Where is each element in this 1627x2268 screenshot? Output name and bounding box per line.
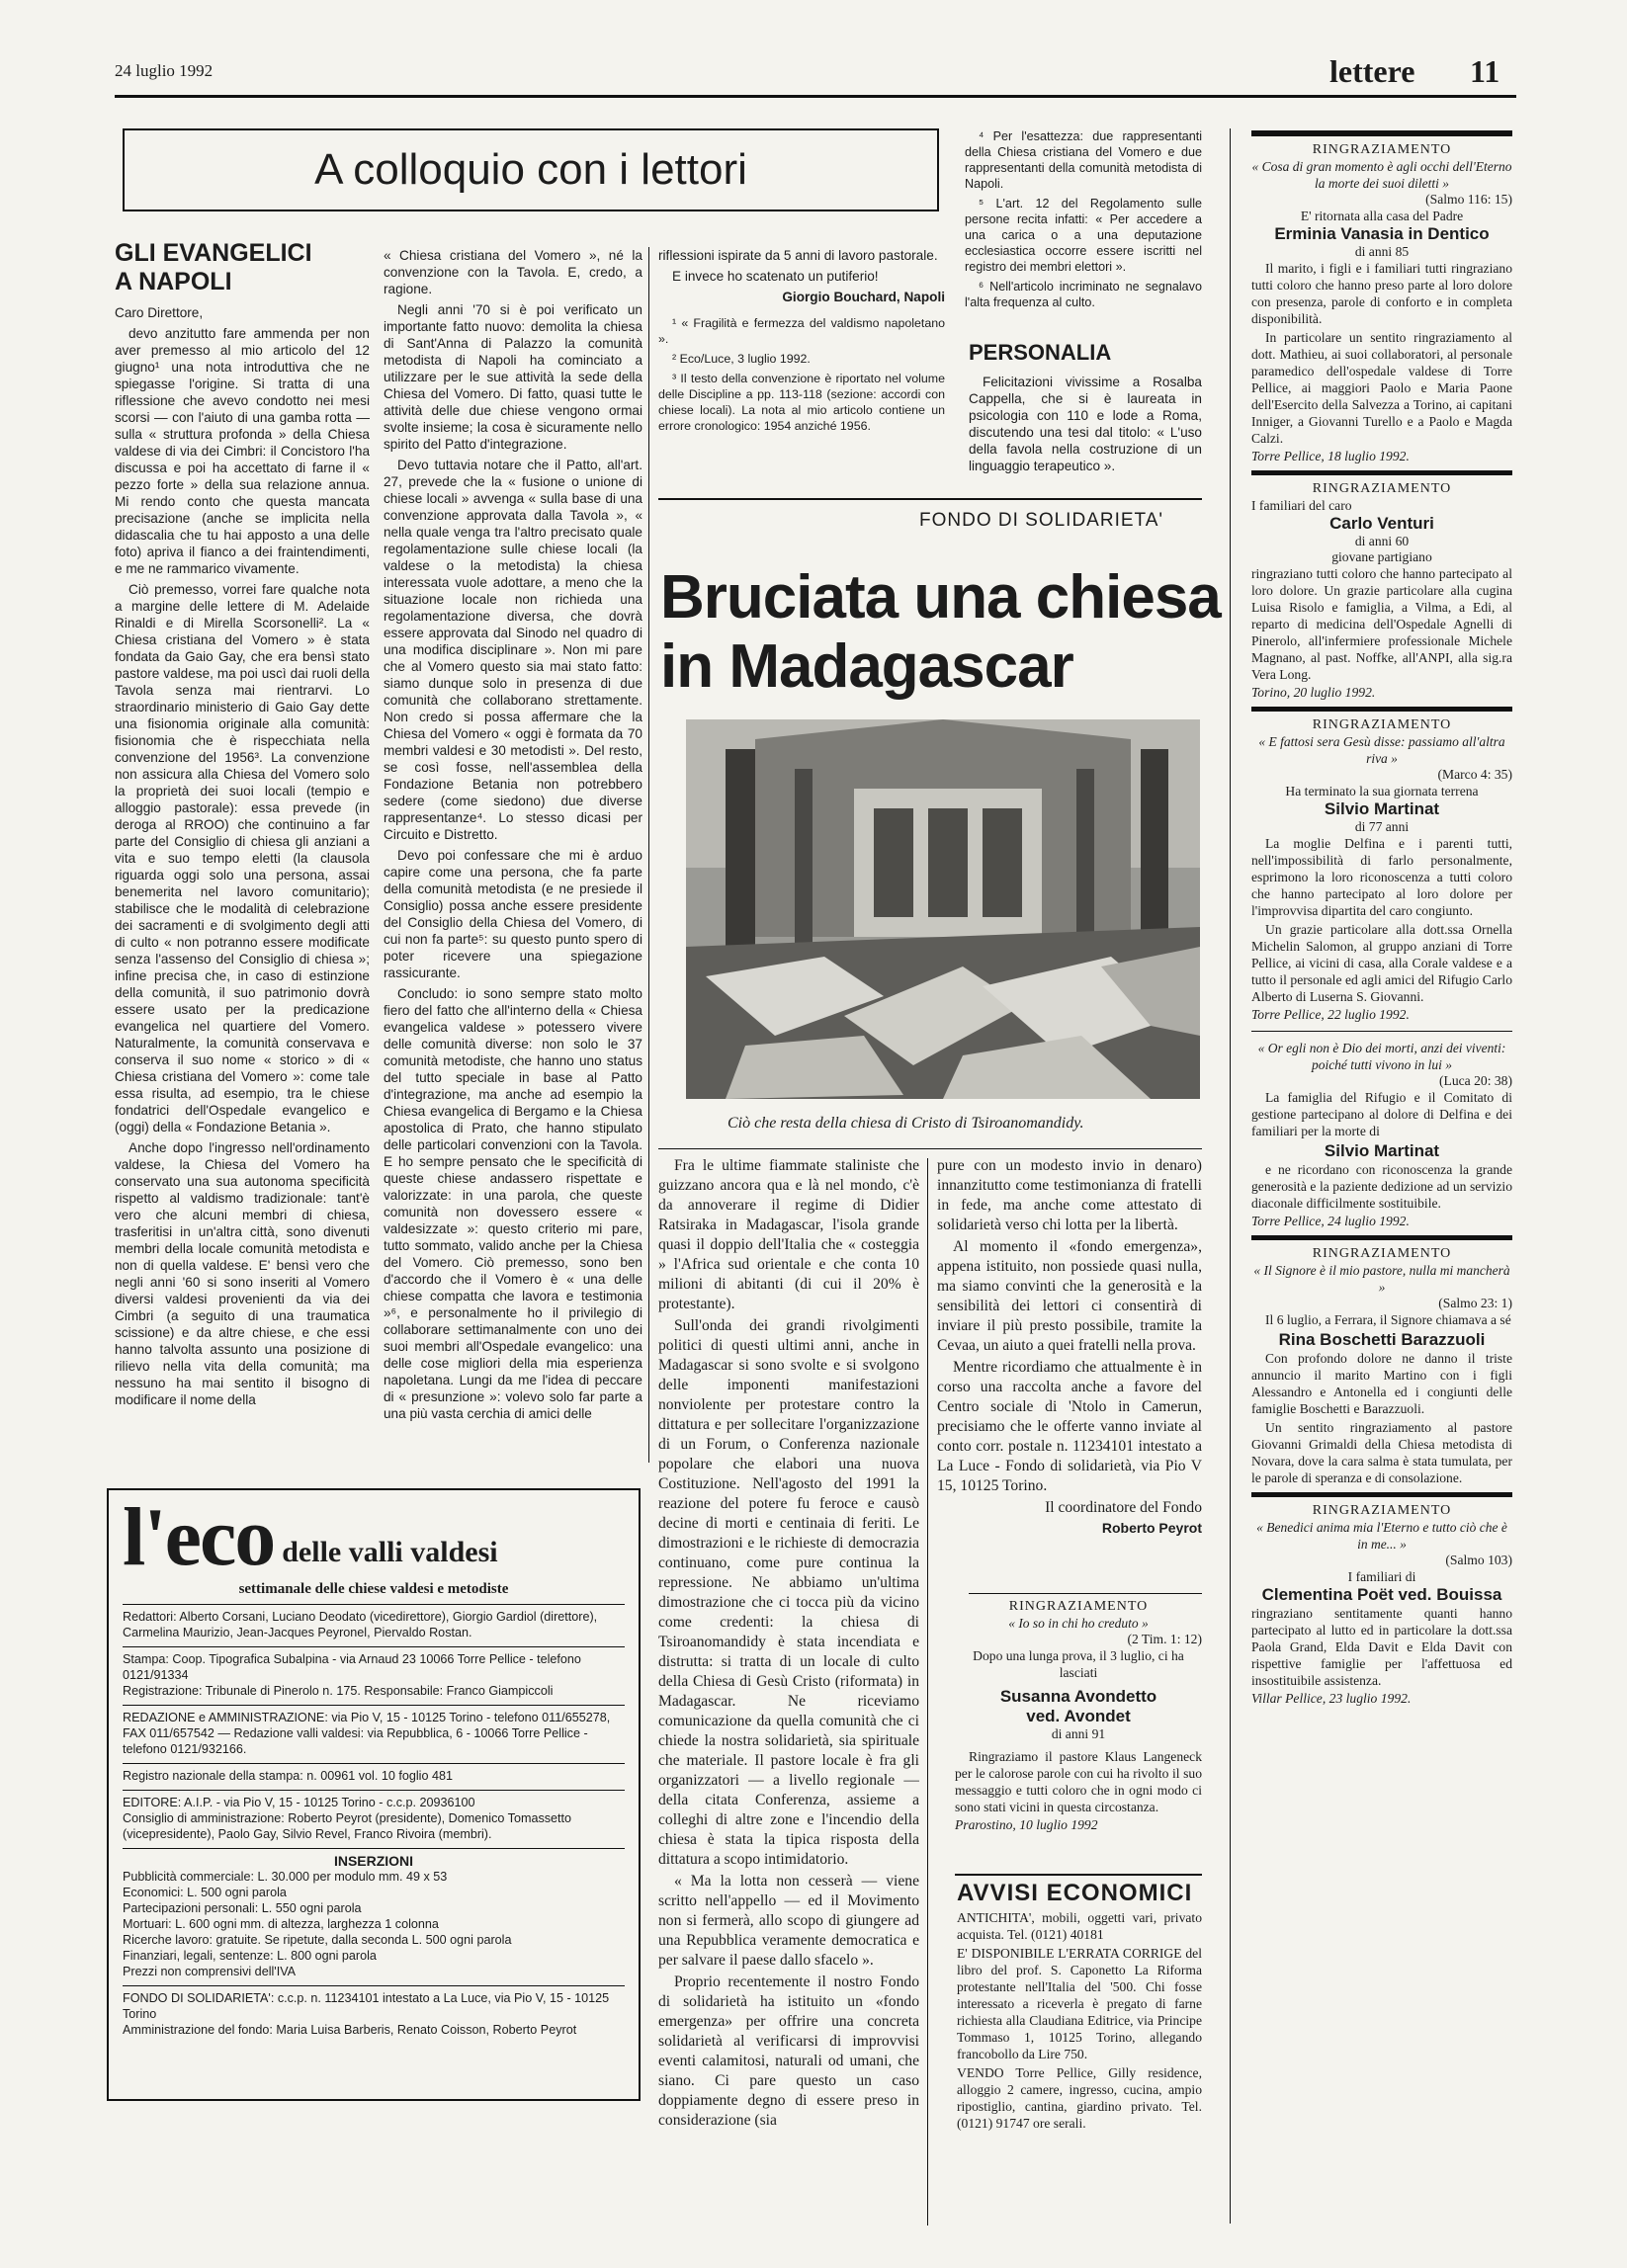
footnote: ¹ « Fragilità e fermezza del valdismo napoletano ». [658,316,945,346]
letter-headline: GLI EVANGELICI A NAPOLI [115,239,312,295]
ringraziamento-martinat: RINGRAZIAMENTO « E fattosi sera Gesù disse: passiamo all'altra riva » (Marco 4: 35) Ha terminato la sua giornata terrena Silvio Martinat di 77 anni La moglie Delfina e i parenti tutti, nell'impossibilità di farlo personalmente, esprimono la loro riconoscenza a tutti coloro che hanno partecipato al loro dolore per l'improvvisa dipartita del caro congiunto. Un grazie particolare alla dott.ssa Ornella Michelin Salomon, al gruppo anziani di Torre Pellice, ai vicini di casa, alla Corale valdese e a tutto il personale ed agli amici del Rifugio Carlo Alberto di Luserna S. Giovanni. Torre Pellice, 22 luglio 1992. [1251,717,1512,1022]
fondo-column-1: Fra le ultime fiammate staliniste che guizzano ancora qua e là nel mondo, c'è da annoverare il regime di Didier Ratsiraka in Madagascar, l'isola grande quasi il doppio dell'Italia che « costeggia » l'Africa sud orientale e che conta 10 milioni di abitanti (di cui il 20% è protestante). Sull'onda dei grandi rivolgimenti politici di questi ultimi anni, anche in Madagascar si sono svolte e si svolgono delle imponenti manifestazioni nonviolente per protestare contro la dittatura e per sollecitare l'organizzazione di un Forum, o Conferenza nazionale popolare che elabori una nuova Costituzione. Nell'agosto del 1991 la reazione del potere fu feroce e causò decine di morti e centinaia di feriti. Le dimostrazioni e le richieste di democrazia continuano, come pure continua la repressione. Ne abbiamo un'ultima dimostrazione che ci tocca più da vicino come credenti: la chiesa di Tsiroanomandidy è stata incendiata e distrutta: si tratta di un locale di culto della Chiesa di Gesù Cristo (riformata) in Madagascar. Ne riceviamo comunicazione da quella comunità che ci chiede la nostra solidarietà, sia spirituale che materiale. Il pastore locale è fra gli organizzatori — a livello regionale — della citata Conferenza, assieme a colleghi di altre zone e l'incendio della chiesa è stata la tipica risposta della dittatura a scopo intimidatorio. « Ma la lotta non cesserà — viene scritto nell'appello — ed il Movimento non si fermerà, allo scopo di giungere ad una Repubblica veramente democratica e per salvare il paese dallo sfacelo ». Proprio recentemente il nostro Fondo di solidarietà ha istituito un «fondo emergenza» per offrire una concreta solidarietà al verificarsi di improvvisi eventi calamitosi, naturali od umani, che siano. Ci pare questo un caso doppiamente degno di essere preso in considerazione (sia [658,1157,919,2129]
letter-column-1: Caro Direttore, devo anzitutto fare ammenda per non aver premesso al mio articolo del 12 giugno¹ una nota introduttiva che ne spiegasse l'origine. Si tratta di una riflessione che avevo condotto nei mesi scorsi — con l'aiuto di una gamba rotta — sulla « struttura profonda » della Chiesa valdese di via dei Cimbri: il Concistoro l'ha discussa e poi ha accettato di farne il « pezzo forte » della sua relazione annua. Mi rendo conto che questa mancata precisazione (anche se implicita nella didascalia che tu hai apposto a una delle foto) apriva il fianco a dei fraintendimenti, e me ne rammarico vivamente. Ciò premesso, vorrei fare qualche nota a margine delle lettere di M. Adelaide Rinaldi e di Mirella Scorsonelli². La « Chiesa cristiana del Vomero » è stata fondata da Gaio Gay, che era bensì stato pastore valdese, ma poi uscì dai ruoli della Tavola senza mai rientrarvi. Lo straordinario ministerio di Gaio Gay dette una fisionomia originale alla comunità: fisionomia che è rispecchiata nella convenzione del 1956³. La convenzione non assicura alla Chiesa del Vomero solo la proprietà dei suoi locali (tempio e alloggio pastorale): essa prevede (in deroga al RROO) che continuino a far parte del Consiglio di chiesa gli anziani a vita e suo tempo eletti (la clausola riguarda oggi solo una persona, assai benemerita nel lavoro comunitario); stabilisce che le modalità di celebrazione dei sacramenti e di svolgimento degli atti di culto « non potranno essere modificate senza l'assenso del Consiglio di chiesa »; infine precisa che, in caso di estinzione della comunità, il suo patrimonio dovrà essere usato per la predicazione evangelica nel quartiere del Vomero. Naturalmente, la comunità conservava e conserva il suo nome « storico » di « Chiesa cristiana del Vomero »: come tale essa risulta, ad esempio, tra le chiese fondatrici dell'Ospedale evangelico e (oggi) della « Fondazione Betania ». Anche dopo l'ingresso nell'ordinamento valdese, la Chiesa del Vomero ha conservato una sua autonoma specificità rispetto al valdismo tradizionale: tant'è vero che alcuni membri di chiesa, trasferitisi in un'altra città, sono divenuti membri della locale comunità metodista e non di quella valdese. E' bensì vero che negli anni '60 si sono inseriti al Vomero diversi valdesi provenienti da via dei Cimbri (a seguito di una traumatica scissione) e da altre chiese, e che essi hanno talvolta assunto una posizione di rilievo nella vita della comunità; ma nessuno ha mai sentito il bisogno di modificare il nome della [115,305,370,1407]
photo-caption: Ciò che resta della chiesa di Cristo di Tsiroanomandidy. [728,1115,1084,1132]
fondo-kicker: FONDO DI SOLIDARIETA' [919,510,1164,531]
fondo-column-2: pure con un modesto invio in denaro) innanzitutto come testimonianza di fratelli in fede, ma anche come attestato di solidarietà verso chi lotta per la libertà. Al momento il «fondo emergenza», appena istituito, non possiede quasi nulla, ma siamo convinti che la generosità e la sensibilità dei lettori ci consentirà di inviare il più presto possibile, tramite la Cevaa, un aiuto a quei fratelli nella prova. Mentre ricordiamo che attualmente è in corso una raccolta anche a favore del Centro sociale di 'Ntolo in Camerun, precisiamo che le offerte vanno inviate al conto corr. postale n. 11234101 intestato a La Luce - Fondo di solidarietà, via Pio V 15, 10125 Torino. Il coordinatore del Fondo Roberto Peyrot [937,1157,1202,1536]
footnote: ³ Il testo della convenzione è riportato nel volume delle Discipline a pp. 113-118 (sezione: accordi con chiese locali). La nota al mio articolo contiene un errore cronologico: 1954 anziché 1956. [658,372,945,433]
colloquio-banner [123,128,939,211]
personalia-heading: PERSONALIA [969,340,1112,365]
ringraziamento-venturi: RINGRAZIAMENTO I familiari del caro Carlo Venturi di anni 60 giovane partigiano ringraziano tutti coloro che hanno partecipato al loro dolore. Un grazie particolare alla cugina Luisa Risolo e famiglia, a Vilma, a Edi, al reparto di medicina dell'Ospedale Agnelli di Pinerolo, all'infermiere professionale Michele Magnano, al past. Noffke, all'ANPI, alla sig.ra Vera Long. Torino, 20 luglio 1992. [1251,481,1512,700]
fondo-signoff: Il coordinatore del Fondo [1045,1499,1202,1516]
ringraziamento-vanasia: RINGRAZIAMENTO « Cosa di gran momento è agli occhi dell'Eterno la morte dei suoi diletti » (Salmo 116: 15) E' ritornata alla casa del Padre Erminia Vanasia in Dentico di anni 85 Il marito, i figli e i familiari tutti ringraziano tutti coloro che hanno preso parte al loro dolore con presenza, parole di conforto e in completa disponibilità. In particolare un sentito ringraziamento al dott. Mathieu, ai suoi collaboratori, al personale paramedico dell'ospedale valdese di Torre Pellice, ai maggiori Paolo e Maria Paone dell'Esercito della Salvezza a Torino, ai capitani Inniger, a Giovanni Turello e a Paolo e Magda Calzi. Torre Pellice, 18 luglio 1992. [1251,142,1512,463]
partecipazione-martinat: « Or egli non è Dio dei morti, anzi dei viventi: poiché tutti vivono in lui » (Luca 20: 38) La famiglia del Rifugio e il Comitato di gestione partecipano al dolore di Delfina e dei familiari per la morte di Silvio Martinat e ne ricordano con riconoscenza la grande generosità e la paziente dedizione ad un servizio diaconale difficilmente sostituibile. Torre Pellice, 24 luglio 1992. [1251,1041,1512,1228]
fondo-signoff-name: Roberto Peyrot [1101,1520,1202,1536]
page-number: 11 [1470,53,1500,89]
colloquio-title: A colloquio con i lettori [314,145,747,194]
personalia-text: Felicitazioni vivissime a Rosalba Cappella, che si è laureata in psicologia con 110 e lode a Roma, discutendo una tesi dal titolo: « L'uso della favola nella costruzione di un linguaggio terapeutico ». [969,375,1202,473]
masthead-box: l'eco delle valli valdesi settimanale delle chiese valdesi e metodiste Redattori: Alberto Corsani, Luciano Deodato (vicedirettore), Giorgio Gardiol (direttore), Carmelina Maurizio, Jean-Jacques Peyronel, Piervaldo Rostan. Stampa: Coop. Tipografica Subalpina - via Arnaud 23 10066 Torre Pellice - telefono 0121/91334 Registrazione: Tribunale di Pinerolo n. 175. Responsabile: Franco Giampiccoli REDAZIONE e AMMINISTRAZIONE: via Pio V, 15 - 10125 Torino - telefono 011/655278, FAX 011/657542 — Redazione valli valdesi: via Repubblica, 6 - 10066 Torre Pellice - telefono 0121/932166. Registro nazionale della stampa: n. 00961 vol. 10 foglio 481 EDITORE: A.I.P. - via Pio V, 15 - 10125 Torino - c.c.p. 20936100 Consiglio di amministrazione: Roberto Peyrot (presidente), Domenico Tomassetto (vicepresidente), Paolo Gay, Silvio Revel, Franco Rivoira (membri). INSERZIONI Pubblicità commerciale: L. 30.000 per modulo mm. 49 x 53 Economici: L. 500 ogni parola Partecipazioni personali: L. 550 ogni parola Mortuari: L. 600 ogni mm. di altezza, larghezza 1 colonna Ricerche lavoro: gratuite. Se ripetute, dalla seconda L. 500 ogni parola Finanziari, legali, sentenze: L. 800 ogni parola Prezzi non comprensivi dell'IVA FONDO DI SOLIDARIETA': c.c.p. n. 11234101 intestato a La Luce, via Pio V, 15 - 10125 Torino Amministrazione del fondo: Maria Luisa Barberis, Renato Coisson, Roberto Peyrot [107,1488,641,2101]
page-date: 24 luglio 1992 [115,61,214,80]
avvisi-heading: AVVISI ECONOMICI [957,1880,1193,1906]
masthead-tagline: settimanale delle chiese valdesi e metodiste [238,1581,509,1597]
ringraziamento-avondetto: RINGRAZIAMENTO « Io so in chi ho creduto » (2 Tim. 1: 12) Dopo una lunga prova, il 3 luglio, ci ha lasciati Susanna Avondetto ved. Avondet di anni 91 Ringraziamo il pastore Klaus Langeneck per le calorose parole con cui ha rivolto il suo messaggio e tutti coloro che in ogni modo ci sono stati vicini in questa circostanza. Prarostino, 10 luglio 1992 [955,1599,1202,1832]
avvisi-text: ANTICHITA', mobili, oggetti vari, privato acquista. Tel. (0121) 40181 E' DISPONIBILE L'ERRATA CORRIGE del libro del prof. S. Caponetto La Riforma protestante nell'Italia del '500. Chi fosse interessato a riceverla è pregato di farne richiesta alla Claudiana Editrice, via Principe Tommaso 1, 10125 Torino, allegando francobollo da Lire 750. VENDO Torre Pellice, Gilly residence, alloggio 2 camere, ingresso, cucina, ampio ripostiglio, cantina, giardino privato. Tel. (0121) 91747 ore serali. [957,1910,1202,2131]
right-obituary-column [1251,130,1512,1707]
masthead-logo: l'eco [123,1491,275,1583]
ringraziamento-boschetti: RINGRAZIAMENTO « Il Signore è il mio pastore, nulla mi mancherà » (Salmo 23: 1) Il 6 luglio, a Ferrara, il Signore chiamava a sé Rina Boschetti Barazzuoli Con profondo dolore ne danno il triste annuncio il marito Martino con i figli Alessandro e Antonella ed i congiunti delle famiglie Boschetti e Barazzuoli. Un sentito ringraziamento al pastore Giovanni Grimaldi della Chiesa metodista di Novara, dove la cara salma è stata tumulata, per le parole di speranza e di consolazione. [1251,1246,1512,1485]
masthead-logo-sub: delle valli valdesi [282,1536,498,1568]
ringraziamento-poet: RINGRAZIAMENTO « Benedici anima mia l'Eterno e tutto ciò che è in me... » (Salmo 103) I familiari di Clementina Poët ved. Bouissa ringraziano sentitamente quanti hanno partecipato al lutto ed in particolare la dott.ssa Paola Grand, Elda Davit e Elda Davit con rispettive famiglie per l'affettuosa ed insostituibile assistenza. Villar Pellice, 23 luglio 1992. [1251,1503,1512,1706]
letter-column-4-notes: ⁴ Per l'esattezza: due rappresentanti della Chiesa cristiana del Vomero e due rappresentanti della comunità metodista di Napoli. ⁵ L'art. 12 del Regolamento sulle persone recita infatti: « Per accedere a una carica o a una deputazione ecclesiastica occorre essere iscritti nel registro dei membri elettori ». ⁶ Nell'articolo incriminato ne segnalavo l'alta frequenza al culto. [965,129,1202,309]
burned-church-photo [686,719,1200,1099]
letter-column-3: riflessioni ispirate da 5 anni di lavoro pastorale. E invece ho scatenato un putiferio! Giorgio Bouchard, Napoli ¹ « Fragilità e fermezza del valdismo napoletano ». ² Eco/Luce, 3 luglio 1992. ³ Il testo della convenzione è riportato nel volume delle Discipline a pp. 113-118 (sezione: accordi con chiese locali). La nota al mio articolo contiene un errore cronologico: 1954 anziché 1956. [658,248,945,433]
footnote: ² Eco/Luce, 3 luglio 1992. [672,352,811,366]
section-title: lettere [1329,53,1415,89]
header-rule [115,95,1516,98]
letter-signature: Giorgio Bouchard, Napoli [782,290,945,304]
letter-column-2: « Chiesa cristiana del Vomero », né la convenzione con la Tavola. E, credo, a ragione. Negli anni '70 si è poi verificato un importante fatto nuovo: demolita la chiesa di Sant'Anna di Palazzo la comunità metodista di Napoli ha cominciato a utilizzare per le sue attività la sede della Chiesa del Vomero. Di fatto, quasi tutte le attività delle due chiese vengono ormai svolte insieme; la cosa è sicuramente nello spirito del Patto d'integrazione. Devo tuttavia notare che il Patto, all'art. 27, prevede che la « fusione o unione di chiese locali » avvenga « sulla base di una convenzione approvata dalla Tavola », « nella quale venga tra l'altro precisato quale regolamentazione sulle chiese locali (la valdese o la metodista) la chiesa interessata vuole adottare, a meno che la situazione locale non richieda una regolamentazione diversa, che dovrà essere approvata dal Sinodo nel quadro di una modifica disciplinare ». Non mi pare che al Vomero questo sia mai stato fatto: siamo dunque solo in presenza di due comunità che collaborano strettamente. Non credo si possa affermare che la Chiesa del Vomero « oggi è formata da 70 membri valdesi e 30 metodisti ». Del resto, se così fosse, nell'assemblea della Fondazione Betania non potrebbero sedere (come siedono) due diverse rappresentanze⁴. Lo stesso dicasi per Circuito e Distretto. Devo poi confessare che mi è arduo capire come una persona, che fa parte della comunità metodista (e ne presiede il Consiglio) possa anche essere presidente del Consiglio della Chiesa del Vomero, di cui non fa parte⁵: su questo punto spero di poter ricevere una spiegazione rassicurante. Concludo: io sono sempre stato molto fiero del fatto che all'interno della « Chiesa evangelica valdese » potessero vivere delle comunità diverse: non solo le 37 comunità metodiste, che hanno uno status del tutto speciale in base al Patto d'integrazione, ma anche ad esempio la Chiesa evangelica di Bergamo e la Chiesa apostolica di Prato, che hanno stipulato delle particolari convenzioni con la Tavola. E ho sempre pensato che le specificità di queste chiese andassero rispettate e valorizzate: in una parola, che queste comunità non dovessero essere « valdesizzate »: questo criterio mi pare, tutto sommato, valido anche per la Chiesa del Vomero. Ciò premesso, sono ben d'accordo che il Vomero è « una delle chiese compatta che lavora e testimonia »⁶, e personalmente ho il privilegio di collaborare settimanalmente con uno dei suoi membri all'Ospedale evangelico: una delle cose migliori della mia esperienza napoletana. Lungi da me l'idea di peccare di « presunzione »: volevo solo far parte a una più vasta cerchia di amici delle [384,248,642,1421]
church-ruins-illustration [686,719,1200,1099]
fondo-headline: Bruciata una chiesa in Madagascar [660,563,1221,701]
